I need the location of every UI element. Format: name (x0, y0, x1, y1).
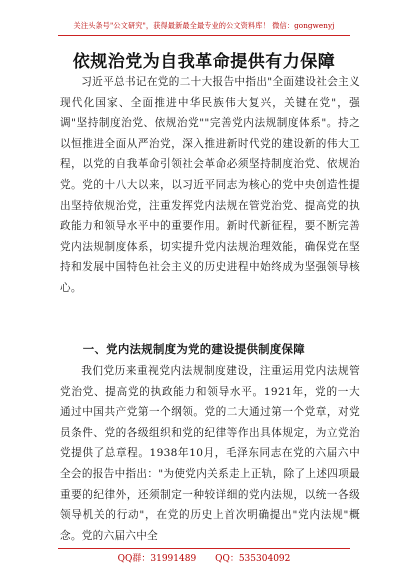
paragraph-text: 我们党历来重视党内法规制度建设，注重运用党内法规管党治党、提高党的执政能力和领导水平。1921年，党的一大通过中国共产党第一个纲领。党的二大通过第一个党章，对党员条件、党的各级组织和党的纪律等作出具体规定，为立党治党提供了总章程。1938年10月，毛泽东同志在党的六届六中全会的报告中指出："为使党内关系走上正轨，除了上述四项最重要的纪律外，还须制定一种较详细的党内法规，以统一各级领导机关的行动"，在党的历史上首次明确提出"党内法规"概念。党的六届六中全 (60, 365, 360, 542)
section-heading: 一、党内法规制度为党的建设提供制度保障 (82, 342, 305, 356)
promo-banner: 关注头条号"公文研究"，获得最新最全最专业的公文资料库！ 微信：gongwenyj (73, 21, 335, 30)
qq-number: QQ：535304092 (215, 554, 291, 564)
section-paragraph (60, 361, 360, 546)
footer (0, 551, 408, 564)
footer-divider (58, 548, 350, 549)
intro-paragraph (60, 72, 360, 299)
document-title: 依规治党为自我革命提供有力保障 (72, 52, 336, 72)
qq-group-number: QQ群：31991489 (117, 554, 197, 564)
header-divider (58, 35, 350, 36)
paragraph-text: 习近平总书记在党的二十大报告中指出"全面建设社会主义现代化国家、全面推进中华民族伟大复兴，关键在党"，强调"坚持制度治党、依规治党""完善党内法规制度体系"。持之以恒推进全面从严治党，深入推进新时代党的建设新的伟大工程，以党的自我革命引领社会革命必须坚持制度治党、依规治党。党的十八大以来，以习近平同志为核心的党中央创造性提出坚持依规治党，注重发挥党内法规在管党治党、提高党的执政能力和领导水平中的重要作用。新时代新征程，要不断完善党内法规制度体系，切实提升党内法规治理效能，确保党在坚持和发展中国特色社会主义的历史进程中始终成为坚强领导核心。 (60, 76, 360, 294)
